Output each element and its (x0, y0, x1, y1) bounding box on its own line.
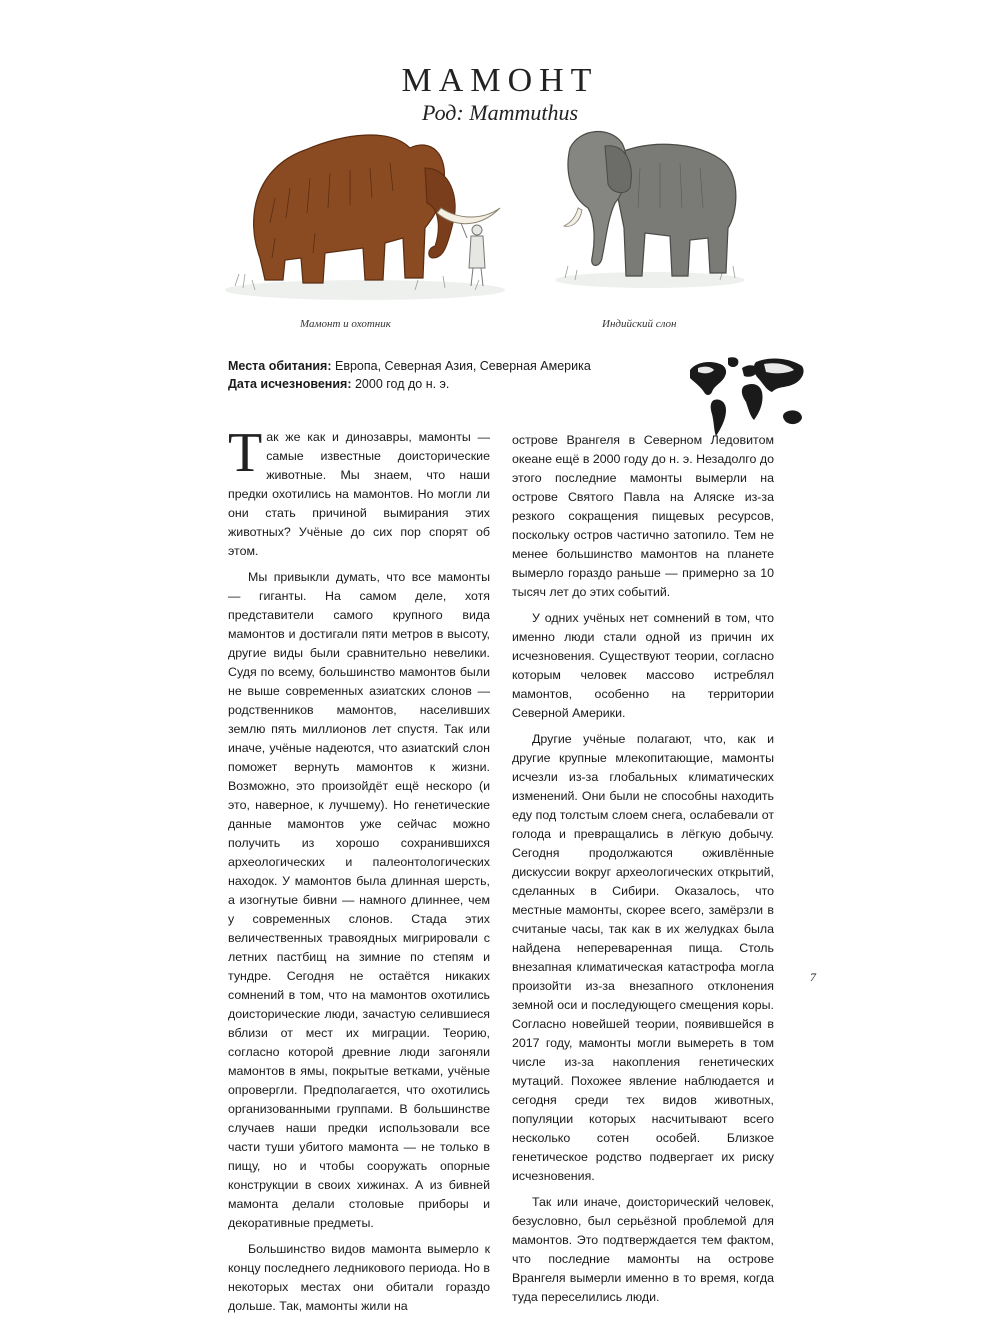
page-number: 7 (810, 970, 816, 984)
paragraph: острове Врангеля в Северном Ледовитом океане ещё в 2000 году до н. э. Незадолго до этого последние мамонты вымерли на острове Святого Павла на Аляске из-за резкого сокращения пищевых ресурсов, поскольку остров частично затопило. Тем не менее большинство мамонтов на планете вымерло гораздо раньше — примерно за 10 тысяч лет до этих событий. (512, 433, 775, 599)
mammoth-illustration (215, 108, 515, 308)
page-title: МАМОНТ (401, 62, 599, 99)
facts-block (228, 357, 591, 393)
elephant-caption: Индийский слон (602, 318, 677, 330)
drop-cap: Т (228, 422, 263, 484)
habitat-label: Места обитания: (228, 359, 332, 373)
mammoth-caption: Мамонт и охотник (300, 318, 391, 330)
paragraph: У одних учёных нет сомнений в том, что именно люди стали одной из причин их исчезновения. Существуют теории, согласно которым человек массово истреблял мамонтов, особенно на территории Северной Америки. (512, 611, 774, 720)
text-column-right (512, 431, 774, 1314)
genus-subtitle: Род: Mammuthus (421, 100, 579, 125)
text-column-left (228, 422, 490, 1323)
paragraph: Так или иначе, доисторический человек, безусловно, был серьёзной проблемой для мамонтов. Это подтверждается тем фактом, что последние мамонты на острове Врангеля вымерли именно в то время, когда туда переселились люди. (512, 1195, 774, 1304)
habitat-value: Европа, Северная Азия, Северная Америка (331, 359, 591, 373)
paragraph: Другие учёные полагают, что, как и другие крупные млекопитающие, мамонты исчезли из-за глобальных климатических изменений. Они были не способны находить еду под толстым слоем снега, ослабевали от голода и превращались в лёгкую добычу. Сегодня продолжаются оживлённые дискуссии вокруг археологических открытий, сделанных в Сибири. Оказалось, что местные мамонты, скорее всего, замёрзли в считаные часы, так как в их желудках была найдена непереваренная пища. Столь внезапная климатическая катастрофа могла произойти из-за внезапного отклонения земной оси и последующего смещения коры. Согласно новейшей теории, появившейся в 2017 году, мамонты могли вымереть в том числе из-за накопления генетических мутаций. Похожее явление наблюдается и сегодня среди тех видов животных, популяции которых насчитывают всего несколько сотен особей. Близкое генетическое родство подвергает их риску исчезновения. (512, 732, 774, 1183)
extinction-label: Дата исчезновения: (228, 377, 352, 391)
paragraph: Мы привыкли думать, что все мамонты — гиганты. На самом деле, хотя представители самого крупного вида мамонтов и достигали пяти метров в высоту, другие виды были сравнительно невелики. Судя по всему, большинство мамонтов были не выше современных азиатских слонов — родственников мамонтов, населивших землю пять миллионов лет спустя. Так или иначе, учёные надеются, что азиатский слон поможет вернуть мамонтов к жизни. Возможно, это произойдёт ещё нескоро (и это, наверное, к лучшему). Но генетические данные мамонтов уже сейчас можно получить из хорошо сохранившихся археологических и палеонтологических находок. У мамонтов была длинная шерсть, а изогнутые бивни — намного длиннее, чем у современных слонов. Стада этих величественных травоядных мигрировали с летних пастбищ на зимние по степям и тундре. Сегодня не остаётся никаких сомнений в том, что на мамонтов охотились доисторические люди, зачастую селившиеся вблизи от мест их миграции. Теорию, согласно которой древние люди загоняли мамонтов в ямы, покрытые ветками, учёные опровергли. Предполагается, что охотились организованными группами. В большинстве случаев наши предки использовали все части туши убитого мамонта — не только в пищу, но и чтобы сооружать опорные конструкции в своих хижинах. А из бивней мамонта делали столовые приборы и декоративные предметы. (228, 570, 490, 1230)
extinction-line (228, 375, 591, 393)
paragraph: Большинство видов мамонта вымерло к концу последнего ледникового периода. Но в некоторых местах они обитали гораздо дольше. Так, мамонты жили на (228, 1242, 490, 1313)
paragraph: Так же как и динозавры, мамонты — самые известные доисторические животные. Мы знаем, что наши предки охотились на мамонтов. Но могли ли они стать причиной вымирания этих животных? Учёные до сих пор спорят об этом. (228, 422, 490, 558)
habitat-line (228, 357, 591, 375)
elephant-illustration (550, 118, 750, 293)
extinction-value: 2000 год до н. э. (351, 377, 450, 391)
